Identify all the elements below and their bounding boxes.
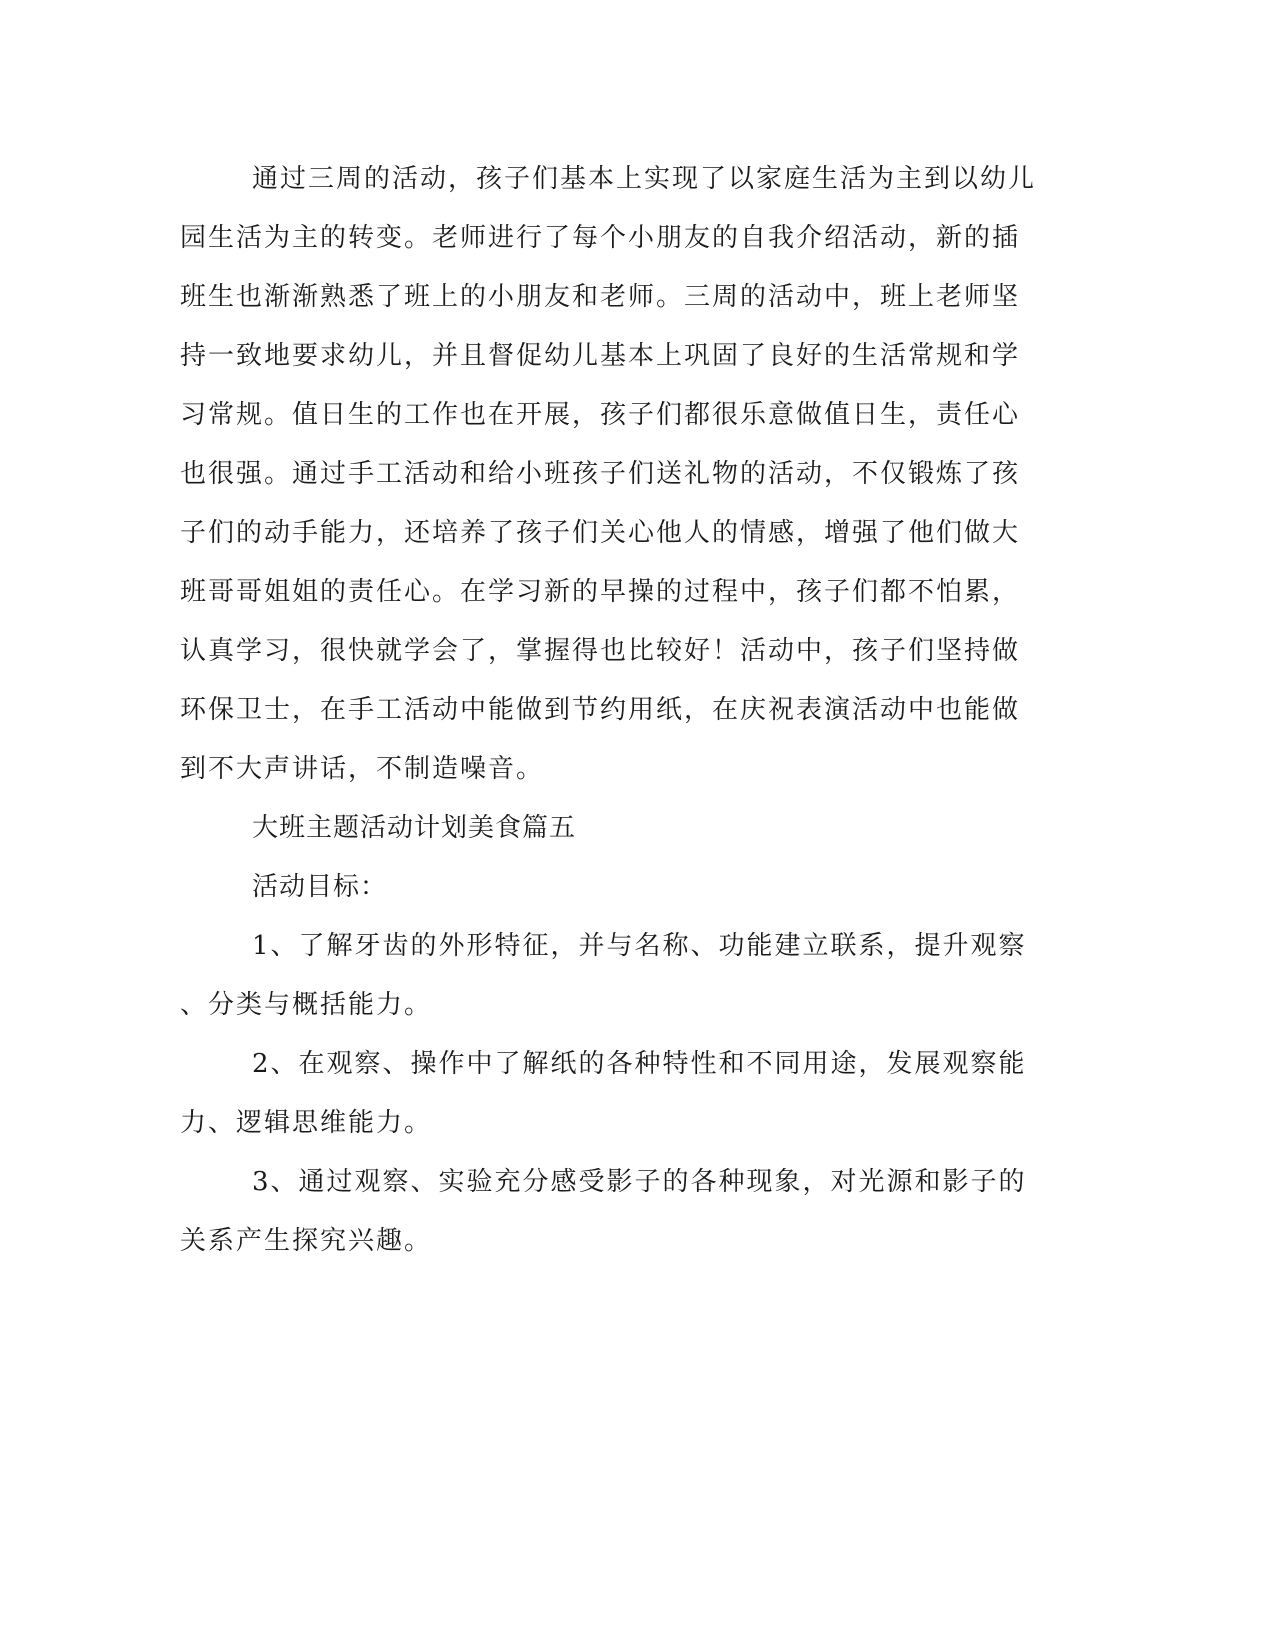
goal-item-3 xyxy=(180,1153,1040,1271)
goal-line: 力、逻辑思维能力。 xyxy=(180,1108,433,1138)
goal-item-2 xyxy=(180,1035,1040,1153)
paragraph-line: 园生活为主的转变。老师进行了每个小朋友的自我介绍活动，新的插 xyxy=(180,223,1021,253)
goal-line: 关系产生探究兴趣。 xyxy=(180,1226,433,1256)
paragraph-line: 通过三周的活动，孩子们基本上实现了以家庭生活为主到以幼儿 xyxy=(252,164,1037,194)
goal-line: 、分类与概括能力。 xyxy=(180,990,433,1020)
document-body xyxy=(180,150,1040,1271)
paragraph-line: 环保卫士，在手工活动中能做到节约用纸，在庆祝表演活动中也能做 xyxy=(180,695,1021,725)
paragraph-line: 持一致地要求幼儿，并且督促幼儿基本上巩固了良好的生活常规和学 xyxy=(180,341,1021,371)
paragraph-line: 子们的动手能力，还培养了孩子们关心他人的情感，增强了他们做大 xyxy=(180,518,1021,548)
paragraph-line: 班生也渐渐熟悉了班上的小朋友和老师。三周的活动中，班上老师坚 xyxy=(180,282,1021,312)
goals-label: 活动目标： xyxy=(252,872,388,902)
goal-item-1 xyxy=(180,917,1040,1035)
summary-paragraph xyxy=(180,150,1040,799)
paragraph-line: 到不大声讲话，不制造噪音。 xyxy=(180,754,545,784)
section-title: 大班主题活动计划美食篇五 xyxy=(252,813,577,843)
goal-line: 3、通过观察、实验充分感受影子的各种现象，对光源和影子的 xyxy=(252,1167,1027,1197)
paragraph-line: 班哥哥姐姐的责任心。在学习新的早操的过程中，孩子们都不怕累， xyxy=(180,577,1021,607)
paragraph-line: 认真学习，很快就学会了，掌握得也比较好！活动中，孩子们坚持做 xyxy=(180,636,1021,666)
goal-line: 2、在观察、操作中了解纸的各种特性和不同用途，发展观察能 xyxy=(252,1049,1027,1079)
paragraph-line: 习常规。值日生的工作也在开展，孩子们都很乐意做值日生，责任心 xyxy=(180,400,1021,430)
paragraph-line: 也很强。通过手工活动和给小班孩子们送礼物的活动，不仅锻炼了孩 xyxy=(180,459,1021,489)
goal-line: 1、了解牙齿的外形特征，并与名称、功能建立联系，提升观察 xyxy=(252,931,1027,961)
